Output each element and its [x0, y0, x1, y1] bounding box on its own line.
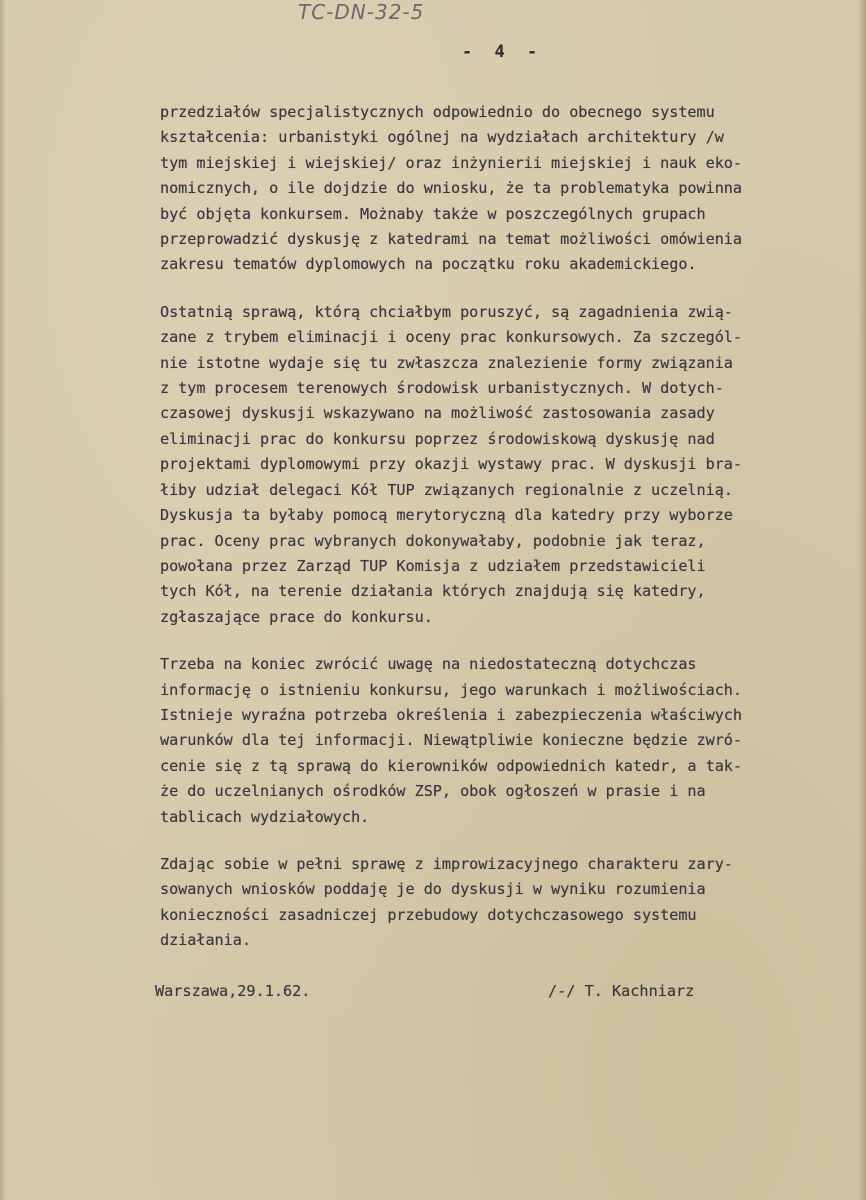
- place-date: Warszawa,29.1.62.: [155, 982, 311, 1000]
- text-line: Zdając sobie w pełni sprawę z improwizacyjnego charakteru zary-: [160, 854, 733, 873]
- text-line: prac. Oceny prac wybranych dokonywałaby, podobnie jak teraz,: [160, 531, 706, 550]
- page-number: - 4 -: [462, 42, 544, 62]
- text-line: zgłaszające prace do konkursu.: [160, 607, 433, 626]
- text-line: eliminacji prac do konkursu poprzez środowiskową dyskusję nad: [160, 429, 715, 448]
- text-line: zane z trybem eliminacji i oceny prac konkursowych. Za szczegól-: [160, 328, 742, 347]
- text-line: nomicznych, o ile dojdzie do wniosku, że ta problematyka powinna: [160, 179, 742, 198]
- text-line: sowanych wniosków poddaję je do dyskusji w wyniku rozumienia: [160, 880, 706, 899]
- text-line: tych Kół, na terenie działania których znajdują się katedry,: [160, 582, 706, 601]
- paragraph-2: [160, 300, 850, 630]
- document-footer: [155, 982, 795, 1008]
- text-line: czasowej dyskusji wskazywano na możliwość zastosowania zasady: [160, 404, 715, 423]
- text-line: łiby udział delegaci Kół TUP związanych regionalnie z uczelnią.: [160, 480, 733, 499]
- text-line: Ostatnią sprawą, którą chciałbym poruszyć, są zagadnienia zwią-: [160, 302, 733, 321]
- text-line: warunków dla tej informacji. Niewątpliwie konieczne będzie zwró-: [160, 731, 742, 750]
- paragraph-3: [160, 652, 850, 830]
- text-line: działania.: [160, 931, 251, 950]
- page-edge-right: [858, 0, 866, 1200]
- text-line: być objęta konkursem. Możnaby także w poszczególnych grupach: [160, 204, 706, 223]
- text-line: Trzeba na koniec zwrócić uwagę na niedostateczną dotychczas: [160, 655, 697, 674]
- text-line: przeprowadzić dyskusję z katedrami na temat możliwości omówienia: [160, 230, 742, 249]
- text-line: zakresu tematów dyplomowych na początku roku akademickiego.: [160, 255, 697, 274]
- text-line: nie istotne wydaje się tu zwłaszcza znalezienie formy związania: [160, 353, 733, 372]
- text-line: z tym procesem terenowych środowisk urbanistycznych. W dotych-: [160, 379, 724, 398]
- signature: /-/ T. Kachniarz: [548, 982, 695, 1000]
- page-edge-left: [0, 0, 6, 1200]
- text-line: informację o istnieniu konkursu, jego warunkach i możliwościach.: [160, 680, 742, 699]
- text-line: tym miejskiej i wiejskiej/ oraz inżynierii miejskiej i nauk eko-: [160, 153, 742, 172]
- paragraph-4: [160, 852, 850, 954]
- text-line: kształcenia: urbanistyki ogólnej na wydziałach architektury /w: [160, 128, 724, 147]
- paragraph-1: [160, 100, 850, 278]
- text-line: przedziałów specjalistycznych odpowiednio do obecnego systemu: [160, 103, 715, 121]
- text-line: konieczności zasadniczej przebudowy dotychczasowego systemu: [160, 905, 697, 924]
- handwritten-reference: TC-DN-32-5: [298, 0, 425, 24]
- text-line: tablicach wydziałowych.: [160, 807, 370, 826]
- text-line: cenie się z tą sprawą do kierowników odpowiednich katedr, a tak-: [160, 756, 742, 775]
- text-line: projektami dyplomowymi przy okazji wystawy prac. W dyskusji bra-: [160, 455, 742, 474]
- text-line: Dyskusja ta byłaby pomocą merytoryczną dla katedry przy wyborze: [160, 506, 733, 525]
- text-line: Istnieje wyraźna potrzeba określenia i zabezpieczenia właściwych: [160, 705, 742, 724]
- text-line: powołana przez Zarząd TUP Komisja z udziałem przedstawicieli: [160, 556, 706, 575]
- text-line: że do uczelnianych ośrodków ZSP, obok ogłoszeń w prasie i na: [160, 782, 706, 801]
- body-text: [160, 100, 850, 954]
